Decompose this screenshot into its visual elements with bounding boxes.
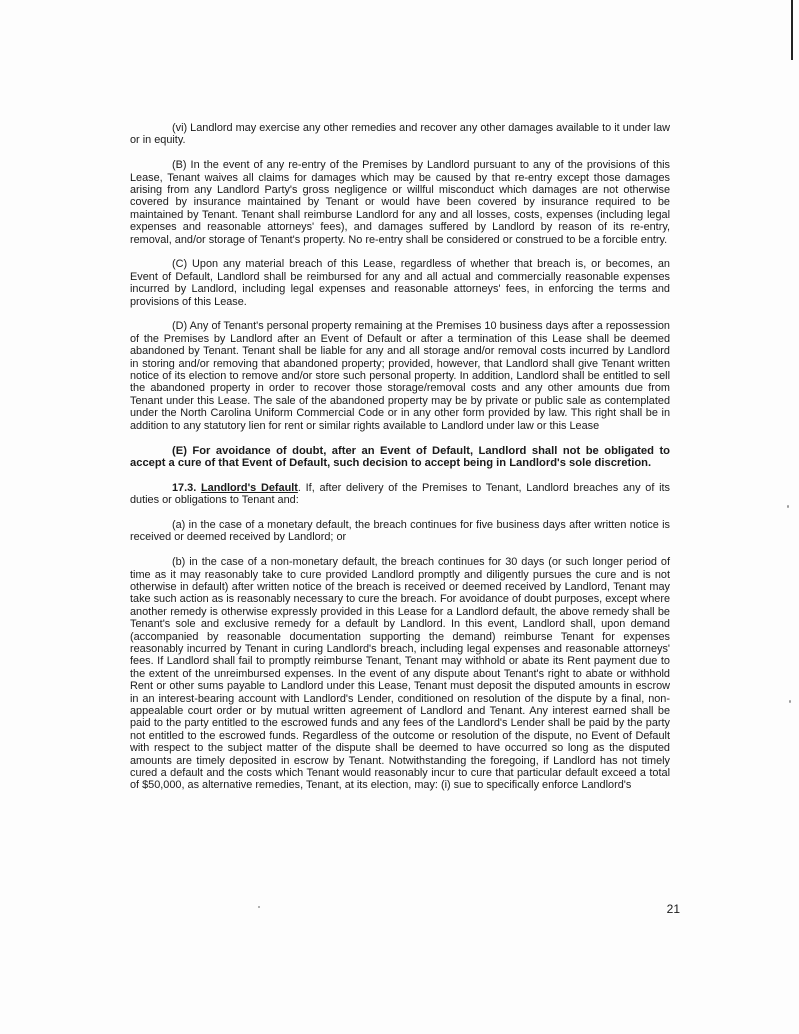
paragraph-vi: (vi) Landlord may exercise any other remedies and recover any other damages available to it under law or in equity. bbox=[130, 122, 670, 147]
scan-speck bbox=[787, 505, 789, 508]
section-text: . If, after delivery of the Premises to Tenant, Landlord breaches any of its duties or obligations to Tenant and: bbox=[130, 481, 670, 507]
document-body bbox=[130, 122, 670, 804]
paragraph-b: (B) In the event of any re-entry of the Premises by Landlord pursuant to any of the provisions of this Lease, Tenant waives all claims for damages which may be caused by that re-entry except those damages arising from any Landlord Party's gross negligence or willful misconduct which damages are not otherwise covered by insurance maintained by Tenant or would have been covered by insurance required to be maintained by Tenant. Tenant shall reimburse Landlord for any and all losses, costs, expenses (including legal expenses and reasonable attorneys' fees), and damages suffered by Landlord by reason of its re-entry, removal, and/or storage of Tenant's property. No re-entry shall be considered or construed to be a forcible entry. bbox=[130, 159, 670, 246]
paragraph-c: (C) Upon any material breach of this Lease, regardless of whether that breach is, or becomes, an Event of Default, Landlord shall be reimbursed for any and all actual and commercially reasonable expenses incurred by Landlord, including legal expenses and reasonable attorneys' fees, in enforcing the terms and provisions of this Lease. bbox=[130, 258, 670, 308]
scan-speck bbox=[258, 906, 260, 908]
scan-edge-line bbox=[791, 0, 793, 60]
paragraph-e: (E) For avoidance of doubt, after an Event of Default, Landlord shall not be obligated to accept a cure of that Event of Default, such decision to accept being in Landlord's sole discretion. bbox=[130, 444, 670, 469]
subparagraph-a: (a) in the case of a monetary default, the breach continues for five business days after written notice is received or deemed received by Landlord; or bbox=[130, 518, 670, 544]
page-number: 21 bbox=[666, 902, 680, 916]
scan-speck bbox=[789, 700, 791, 703]
paragraph-d: (D) Any of Tenant's personal property remaining at the Premises 10 business days after a repossession of the Premises by Landlord after an Event of Default or after a termination of this Lease shall be deemed abandoned by Tenant. Tenant shall be liable for any and all storage and/or removal costs incurred by Landlord in storing and/or removing that abandoned property; provided, however, that Landlord shall give Tenant written notice of its election to remove and/or store such personal property. In addition, Landlord shall be entitled to sell the abandoned property in order to recover those storage/removal costs and any other amounts due from Tenant under this Lease. The sale of the abandoned property may be by private or public sale as contemplated under the North Carolina Uniform Commercial Code or in any other form provided by law. This right shall be in addition to any statutory lien for rent or similar rights available to Landlord under law or this Lease bbox=[130, 320, 670, 432]
section-number: 17.3. bbox=[172, 481, 197, 494]
section-17-3 bbox=[130, 482, 670, 507]
section-title: Landlord's Default bbox=[200, 481, 298, 494]
subparagraph-b: (b) in the case of a non-monetary default, the breach continues for 30 days (or such longer period of time as it may reasonably take to cure provided Landlord promptly and diligently pursues the cure and is not otherwise in default) after written notice of the breach is received or deemed received by Landlord, Tenant may take such action as is reasonably necessary to cure the breach. For avoidance of doubt purposes, except where another remedy is otherwise expressly provided in this Lease for a Landlord default, the above remedy shall be Tenant's sole and exclusive remedy for a default by Landlord. In this event, Landlord shall, upon demand (accompanied by reasonable documentation supporting the demand) reimburse Tenant for expenses reasonably incurred by Tenant in curing Landlord's breach, including legal expenses and reasonable attorneys' fees. If Landlord shall fail to promptly reimburse Tenant, Tenant may withhold or abate its Rent payment due to the extent of the unreimbursed expenses. In the event of any dispute about Tenant's right to abate or withhold Rent or other sums payable to Landlord under this Lease, Tenant must deposit the disputed amounts in escrow in an interest-bearing account with Landlord's Lender, conditioned on resolution of the dispute by a final, non-appealable court order or by mutual written agreement of Landlord and Tenant. Any interest earned shall be paid to the party entitled to the escrowed funds and any fees of the Landlord's Lender shall be paid by the party not entitled to the escrowed funds. Regardless of the outcome or resolution of the dispute, no Event of Default with respect to the subject matter of the dispute shall be deemed to have occurred so long as the disputed amounts are timely deposited in escrow by Tenant. Notwithstanding the foregoing, if Landlord has not timely cured a default and the costs which Tenant would reasonably incur to cure that particular default exceed a total of $50,000, as alternative remedies, Tenant, at its election, may: (i) sue to specifically enforce Landlord's bbox=[130, 556, 671, 792]
